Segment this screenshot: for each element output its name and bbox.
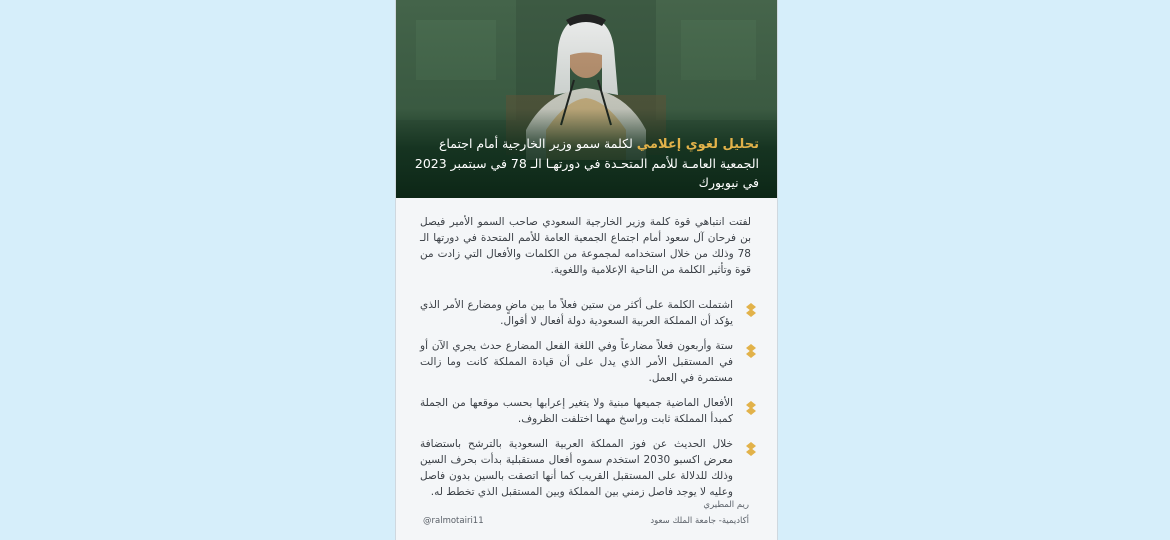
hero-title-accent: تحليل لغوي إعلامي <box>636 137 759 152</box>
hero-banner <box>396 0 777 198</box>
hero-title <box>414 134 759 192</box>
diamond-bullet-icon <box>745 442 757 456</box>
bullet-text: ستة وأربعون فعلاً مضارعاً وفي اللغة الفعل المضارع حدث يجري الآن أو في المستقبل الأمر الذي يدل على أن قيادة المملكة كانت وما زالت مستمرة في العمل. <box>420 340 733 384</box>
author-affiliation: أكاديمية- جامعة الملك سعود <box>650 516 749 526</box>
diamond-bullet-icon <box>745 303 757 317</box>
bullet-list <box>420 297 757 509</box>
bullet-text: اشتملت الكلمة على أكثر من ستين فعلاً ما بين ماضٍ ومضارع الأمر الذي يؤكد أن المملكة العربية السعودية دولة أفعال لا أقوال. <box>420 299 733 327</box>
hero-title-rest: لكلمة سمو وزير الخارجية أمام اجتماع الجمعية العامـة للأمم المتحـدة في دورتهـا الـ 78 في سبتمبر 2023 في نيويورك <box>414 136 759 190</box>
intro-paragraph: لفتت انتباهي قوة كلمة وزير الخارجية السعودي صاحب السمو الأمير فيصل بن فرحان آل سعود أمام اجتماع الجمعية العامة للأمم المتحدة في دورتها الـ 78 وذلك من خلال استخدامه لمجموعة من الكلمات والأفعال التي زادت من قوة وتأثير الكلمة من الناحية الإعلامية واللغوية. <box>420 216 751 276</box>
diamond-bullet-icon <box>745 344 757 358</box>
bullet-text: خلال الحديث عن فوز المملكة العربية السعودية بالترشح باستضافة معرض اكسبو 2030 استخدم سموه أفعال مستقبلية بدأت بحرف السين وذلك للدلالة على المستقبل القريب كما أنها اتصقت بالسين بدون فاصل وعليه لا يوجد فاصل زمني بين المملكة وبين المستقبل الذي تخطط له. <box>420 438 733 498</box>
post-card <box>395 0 778 540</box>
author-name: ريم المطيري <box>703 500 749 510</box>
list-item <box>420 338 757 386</box>
author-handle[interactable]: @ralmotairi11 <box>423 516 484 526</box>
bullet-text: الأفعال الماضية جميعها مبنية ولا يتغير إعرابها بحسب موقعها من الجملة كمبدأ المملكة ثابت وراسخ مهما اختلفت الظروف. <box>420 397 733 425</box>
list-item <box>420 297 757 329</box>
list-item <box>420 395 757 427</box>
list-item <box>420 436 757 500</box>
diamond-bullet-icon <box>745 401 757 415</box>
